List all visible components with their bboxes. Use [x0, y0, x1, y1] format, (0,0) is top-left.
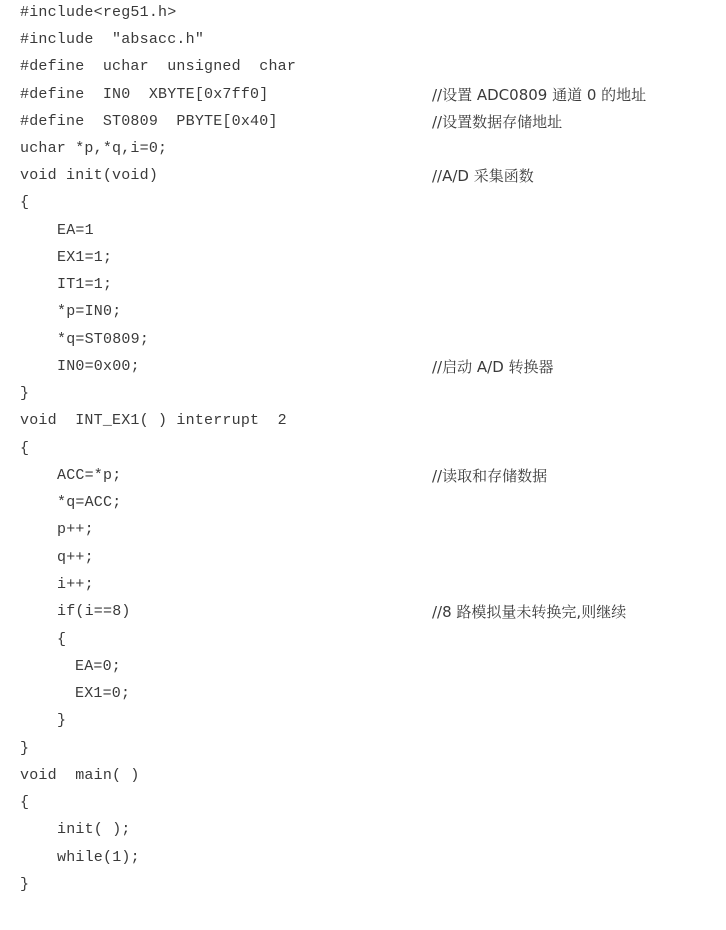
code-line — [0, 712, 726, 739]
code-line — [0, 794, 726, 821]
code-line — [0, 113, 726, 140]
code-text: EX1=1; — [57, 249, 113, 266]
code-text: void init(void) — [20, 167, 159, 184]
code-text: *q=ST0809; — [57, 331, 150, 348]
code-line — [0, 31, 726, 58]
code-text: { — [20, 440, 30, 457]
code-line — [0, 58, 726, 85]
code-line — [0, 222, 726, 249]
code-text: IN0=0x00; — [57, 358, 140, 375]
code-text: } — [20, 876, 30, 893]
code-text: } — [20, 740, 30, 757]
code-line — [0, 631, 726, 658]
code-line — [0, 140, 726, 167]
code-line — [0, 521, 726, 548]
code-line — [0, 849, 726, 876]
code-text: ACC=*p; — [57, 467, 122, 484]
code-line — [0, 767, 726, 794]
code-line — [0, 86, 726, 113]
code-text: *p=IN0; — [57, 303, 122, 320]
code-text: { — [20, 194, 30, 211]
code-text: #include "absacc.h" — [20, 31, 205, 48]
code-line — [0, 494, 726, 521]
code-comment: //启动 A/D 转换器 — [432, 358, 554, 376]
code-comment: //读取和存储数据 — [432, 467, 548, 485]
code-line — [0, 467, 726, 494]
code-line — [0, 358, 726, 385]
code-comment: //设置数据存储地址 — [432, 113, 563, 131]
code-line — [0, 4, 726, 31]
code-line — [0, 249, 726, 276]
code-text: IT1=1; — [57, 276, 113, 293]
code-comment: //设置 ADC0809 通道 0 的地址 — [432, 86, 647, 104]
code-text: } — [20, 385, 30, 402]
code-line — [0, 685, 726, 712]
code-text: while(1); — [57, 849, 140, 866]
code-text: p++; — [57, 521, 94, 538]
code-line — [0, 603, 726, 630]
code-text: uchar *p,*q,i=0; — [20, 140, 168, 157]
code-text: EA=0; — [75, 658, 122, 675]
code-line — [0, 549, 726, 576]
code-text: { — [57, 631, 67, 648]
code-text: EA=1 — [57, 222, 94, 239]
code-text: #include<reg51.h> — [20, 4, 177, 21]
code-text: } — [57, 712, 67, 729]
code-comment: //A/D 采集函数 — [432, 167, 534, 185]
code-text: if(i==8) — [57, 603, 131, 620]
code-text: void INT_EX1( ) interrupt 2 — [20, 412, 287, 429]
code-line — [0, 194, 726, 221]
code-text: void main( ) — [20, 767, 140, 784]
code-line — [0, 576, 726, 603]
code-line — [0, 658, 726, 685]
code-text: init( ); — [57, 821, 131, 838]
code-line — [0, 331, 726, 358]
code-line — [0, 821, 726, 848]
code-line — [0, 740, 726, 767]
code-line — [0, 385, 726, 412]
code-line — [0, 167, 726, 194]
code-line — [0, 440, 726, 467]
code-line — [0, 412, 726, 439]
code-text: #define uchar unsigned char — [20, 58, 297, 75]
code-text: *q=ACC; — [57, 494, 122, 511]
code-comment: //8 路模拟量未转换完,则继续 — [432, 603, 627, 621]
code-text: i++; — [57, 576, 94, 593]
code-text: EX1=0; — [75, 685, 131, 702]
code-line — [0, 276, 726, 303]
code-text: q++; — [57, 549, 94, 566]
code-text: #define IN0 XBYTE[0x7ff0] — [20, 86, 269, 103]
code-line — [0, 303, 726, 330]
code-text: #define ST0809 PBYTE[0x40] — [20, 113, 278, 130]
code-text: { — [20, 794, 30, 811]
code-line — [0, 876, 726, 903]
